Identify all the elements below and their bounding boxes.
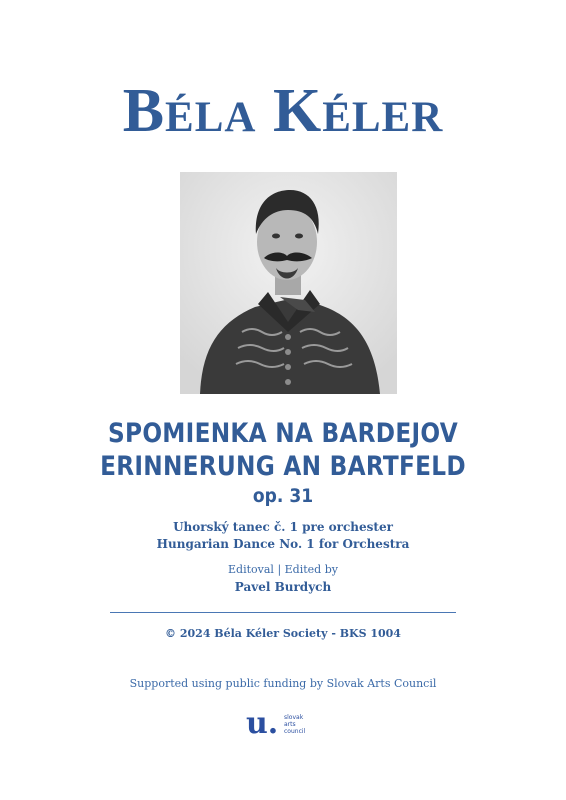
subtitle-slovak: Uhorský tanec č. 1 pre orchester <box>173 520 393 534</box>
editor-name: Pavel Burdych <box>234 580 332 594</box>
opus-number: op. 31 <box>252 485 314 507</box>
funding-notice: Supported using public funding by Slovak Arts Council <box>129 677 437 690</box>
composer-portrait <box>180 172 397 394</box>
editor-label: Editoval | Edited by <box>228 563 338 576</box>
title-german: ERINNERUNG AN BARTFELD <box>100 451 466 482</box>
copyright-notice: © 2024 Béla Kéler Society - BKS 1004 <box>165 627 401 640</box>
title-slovak: SPOMIENKA NA BARDEJOV <box>108 418 458 449</box>
logo-wordmark <box>284 714 305 735</box>
logo-line: slovak <box>284 714 304 721</box>
logo-mark: u. <box>246 706 279 741</box>
composer-name: Béla Kéler <box>122 77 444 145</box>
slovak-arts-council-logo <box>246 706 326 744</box>
subtitle-english: Hungarian Dance No. 1 for Orchestra <box>156 537 410 551</box>
divider <box>110 612 456 613</box>
logo-line: council <box>284 728 306 735</box>
logo-line: arts <box>284 721 296 728</box>
